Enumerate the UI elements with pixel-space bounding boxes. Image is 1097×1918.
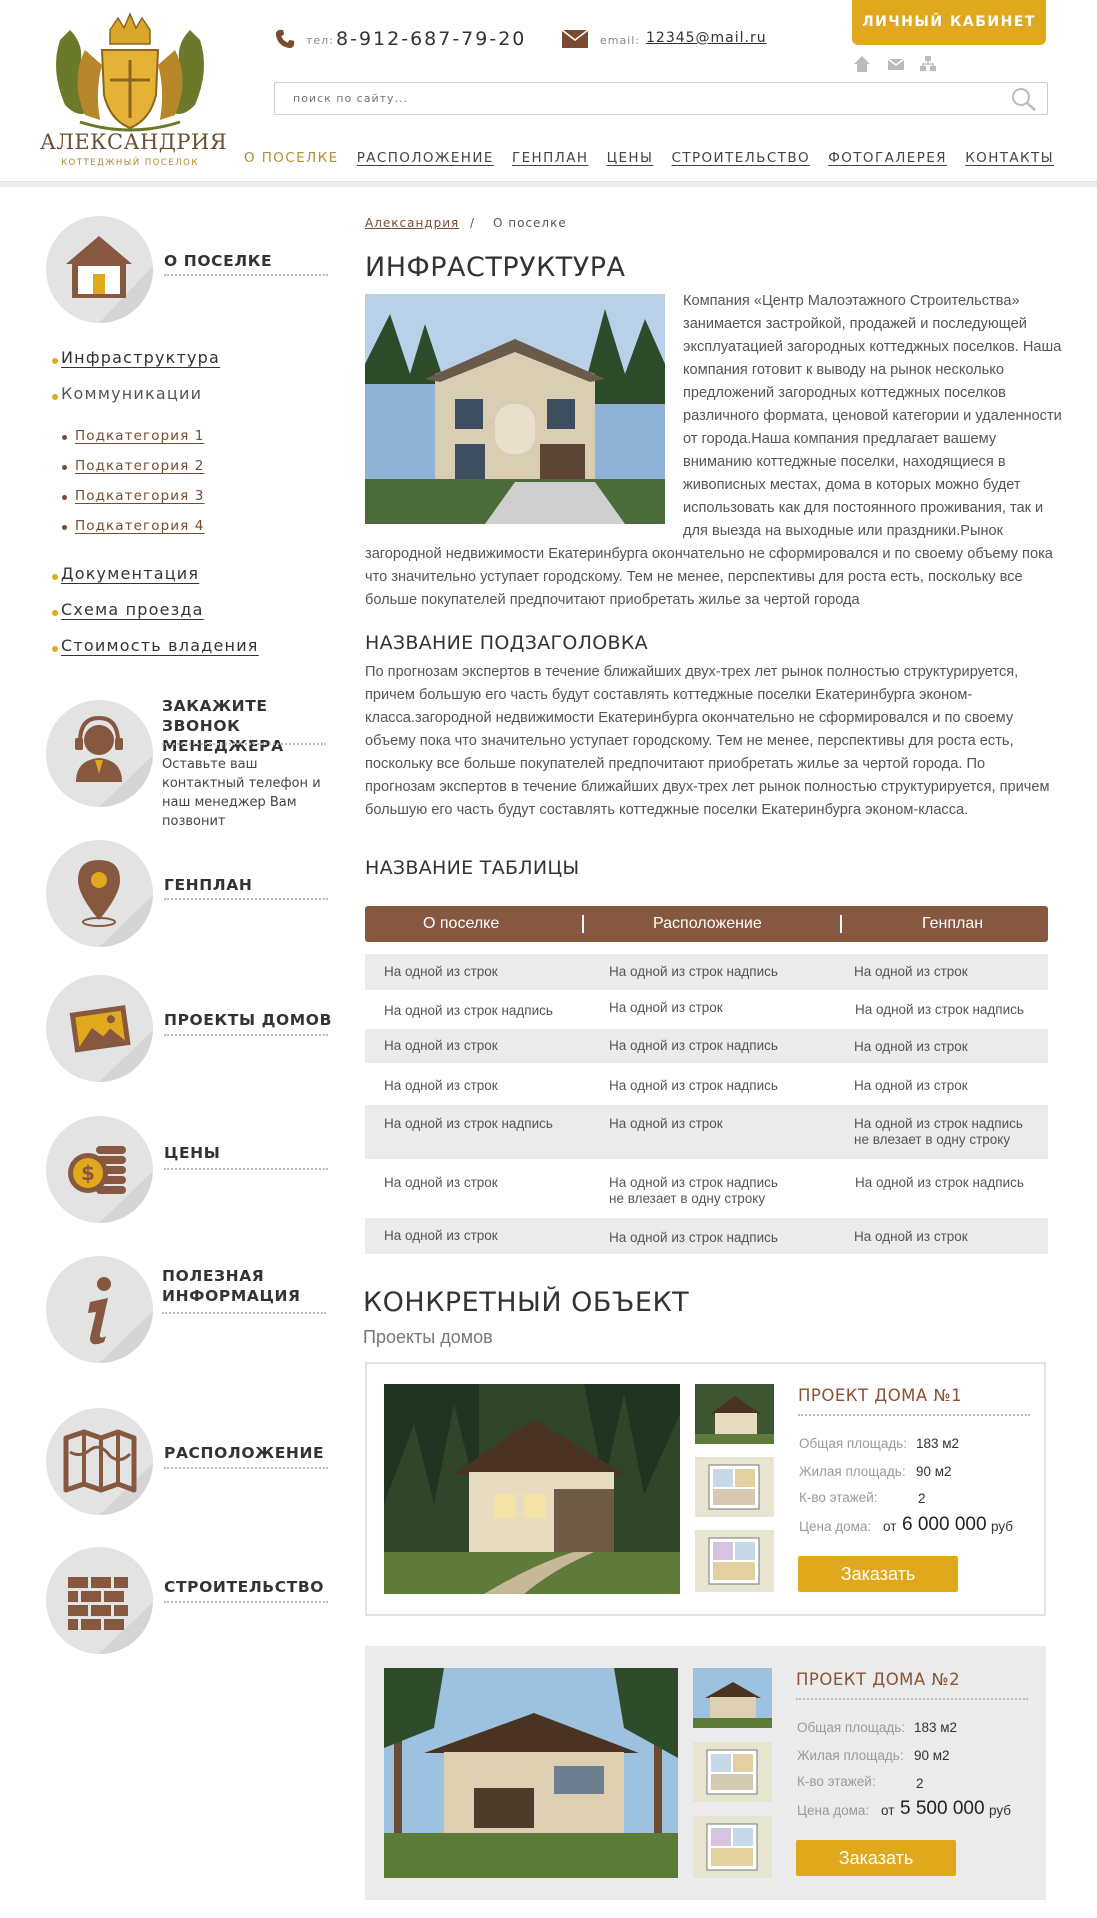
map-pin-icon <box>46 840 153 947</box>
living-label: Жилая площадь: <box>799 1464 906 1479</box>
sidebar-subitem-3[interactable]: Подкатегория 3 <box>75 488 205 504</box>
sidebar-construction-title[interactable]: СТРОИТЕЛЬСТВО <box>164 1578 325 1596</box>
price-from: от <box>883 1519 897 1534</box>
breadcrumb-separator: / <box>470 216 476 230</box>
breadcrumb-current: О поселке <box>493 216 567 230</box>
project-card <box>365 1362 1046 1616</box>
bricks-icon <box>46 1547 153 1654</box>
table-row <box>365 1105 1048 1159</box>
sidebar-item-route-map[interactable]: Схема проезда <box>61 600 204 619</box>
subtitle: НАЗВАНИЕ ПОДЗАГОЛОВКА <box>365 632 648 654</box>
dotted-divider <box>164 1467 328 1469</box>
table-cell: На одной из строк <box>854 1229 968 1244</box>
sidebar-item-communications[interactable]: Коммуникации <box>61 384 203 403</box>
dotted-divider <box>162 1312 326 1314</box>
header-divider <box>0 181 1097 187</box>
picture-icon <box>46 975 153 1082</box>
location-circle[interactable] <box>46 1408 153 1515</box>
table-cell: На одной из строк <box>854 964 968 979</box>
table-cell: На одной из строк <box>609 1000 723 1015</box>
callback-text: Оставьте ваш контактный телефон и наш менеджер Вам позвонит <box>162 757 321 829</box>
page-title: ИНФРАСТРУКТУРА <box>365 252 626 283</box>
email-label: email: <box>600 34 641 47</box>
table-cell: На одной из строк надпись <box>384 1116 553 1131</box>
floors-label: К-во этажей: <box>797 1774 876 1789</box>
price-value: 6 000 000 <box>902 1514 987 1535</box>
price-from: от <box>881 1803 895 1818</box>
table-cell: На одной из строк надпись не влезает в одну строку <box>854 1116 1023 1147</box>
project-thumb[interactable] <box>693 1668 772 1728</box>
floors-label: К-во этажей: <box>799 1490 878 1505</box>
project-card <box>365 1646 1046 1900</box>
breadcrumb-home[interactable]: Александрия <box>365 216 460 230</box>
object-title: КОНКРЕТНЫЙ ОБЪЕКТ <box>363 1287 690 1318</box>
project-photo[interactable] <box>384 1384 680 1594</box>
table-header-cell: Генплан <box>922 915 984 932</box>
search-box <box>274 82 1048 115</box>
nav-gallery[interactable]: ФОТОГАЛЕРЕЯ <box>828 150 947 166</box>
intro-text <box>365 290 1065 612</box>
floors-value: 2 <box>916 1776 924 1791</box>
nav-construction[interactable]: СТРОИТЕЛЬСТВО <box>671 150 811 166</box>
email-link[interactable]: 12345@mail.ru <box>646 30 767 46</box>
callback-circle[interactable] <box>46 700 153 807</box>
genplan-circle[interactable] <box>46 840 153 947</box>
table-row <box>365 954 1048 990</box>
table-cell: На одной из строк надпись <box>609 1038 778 1053</box>
table-cell: На одной из строк <box>609 1116 723 1131</box>
floor-plan-thumb[interactable] <box>695 1530 774 1592</box>
info-circle[interactable] <box>46 1256 153 1363</box>
project-title[interactable]: ПРОЕКТ ДОМА №2 <box>796 1670 961 1689</box>
sidebar-item-infrastructure[interactable]: Инфраструктура <box>61 348 221 367</box>
bullet <box>52 646 58 652</box>
sub-bullet <box>62 525 67 530</box>
area-label: Общая площадь: <box>797 1720 906 1735</box>
table-row <box>365 1065 1048 1103</box>
table-row <box>365 1161 1048 1211</box>
sidebar-location-title[interactable]: РАСПОЛОЖЕНИЕ <box>164 1444 325 1462</box>
object-subtitle: Проекты домов <box>363 1327 493 1347</box>
sidebar-info-title[interactable]: ПОЛЕЗНАЯ ИНФОРМАЦИЯ <box>162 1267 301 1305</box>
sub-bullet <box>62 465 67 470</box>
table-cell: На одной из строк надпись не влезает в одну строку <box>609 1175 778 1206</box>
table-cell: На одной из строк <box>384 1228 498 1243</box>
search-icon[interactable] <box>1011 87 1037 111</box>
phone-label: тел: <box>306 34 334 47</box>
sidebar-subitem-4[interactable]: Подкатегория 4 <box>75 518 205 534</box>
sub-bullet <box>62 495 67 500</box>
table-row <box>365 992 1048 1028</box>
price-label: Цена дома: <box>799 1519 872 1534</box>
table-title: НАЗВАНИЕ ТАБЛИЦЫ <box>365 857 580 879</box>
table-row <box>365 1029 1048 1063</box>
sidebar-subitem-2[interactable]: Подкатегория 2 <box>75 458 205 474</box>
phone-icon <box>274 28 296 50</box>
area-label: Общая площадь: <box>799 1436 908 1451</box>
bullet <box>52 574 58 580</box>
callback-title[interactable]: ЗАКАЖИТЕ ЗВОНОК МЕНЕДЖЕРА <box>162 697 284 755</box>
price-value: 5 500 000 <box>900 1798 985 1819</box>
nav-prices[interactable]: ЦЕНЫ <box>606 150 654 166</box>
prices-circle[interactable] <box>46 1116 153 1223</box>
construction-circle[interactable] <box>46 1547 153 1654</box>
bullet <box>52 358 58 364</box>
photo-float-spacer <box>365 290 683 522</box>
search-input[interactable] <box>285 83 975 114</box>
order-button[interactable]: Заказать <box>798 1556 958 1592</box>
bullet <box>52 610 58 616</box>
table-cell: На одной из строк <box>854 1078 968 1093</box>
dotted-divider <box>164 1601 328 1603</box>
table-header-cell: Расположение <box>653 915 762 932</box>
sidebar-item-documentation[interactable]: Документация <box>61 564 200 583</box>
living-value: 90 м2 <box>914 1748 950 1763</box>
logo-tagline: КОТТЕДЖНЫЙ ПОСЕЛОК <box>61 158 199 168</box>
mail-icon[interactable] <box>886 54 906 74</box>
svg-text:$: $ <box>81 1161 95 1185</box>
phone-number[interactable]: 8-912-687-79-20 <box>336 28 527 50</box>
logo-name: АЛЕКСАНДРИЯ <box>40 130 228 154</box>
table-cell: На одной из строк <box>854 1039 968 1054</box>
header-separator <box>582 915 584 933</box>
sidebar-projects-title[interactable]: ПРОЕКТЫ ДОМОВ <box>164 1011 332 1029</box>
house-icon <box>46 216 153 323</box>
table-cell: На одной из строк <box>384 1078 498 1093</box>
floor-plan-thumb[interactable] <box>693 1816 772 1878</box>
price-currency: руб <box>989 1803 1011 1818</box>
nav-about[interactable]: О ПОСЕЛКЕ <box>244 150 339 166</box>
table-header <box>365 906 1048 942</box>
home-icon[interactable] <box>852 54 872 74</box>
dotted-divider <box>164 1034 328 1036</box>
sidebar-genplan-title[interactable]: ГЕНПЛАН <box>164 876 253 894</box>
sidebar-prices-title[interactable]: ЦЕНЫ <box>164 1144 221 1162</box>
coins-icon <box>46 1116 153 1223</box>
dotted-divider <box>162 743 326 745</box>
area-value: 183 м2 <box>914 1720 958 1735</box>
table-cell: На одной из строк надпись <box>609 1078 778 1093</box>
table-cell: На одной из строк надпись <box>855 1002 1024 1017</box>
main-nav <box>244 150 1054 172</box>
dotted-divider <box>796 1698 1028 1700</box>
nav-contacts[interactable]: КОНТАКТЫ <box>965 150 1054 166</box>
operator-icon <box>46 700 153 807</box>
table-row <box>365 1218 1048 1254</box>
personal-cabinet-button[interactable]: ЛИЧНЫЙ КАБИНЕТ <box>852 0 1046 45</box>
sitemap-icon[interactable] <box>918 54 938 74</box>
folded-map-icon <box>46 1408 153 1515</box>
table-header-cell: О поселке <box>423 915 500 932</box>
sidebar-about-title[interactable]: О ПОСЕЛКЕ <box>164 252 273 270</box>
floors-value: 2 <box>918 1491 926 1506</box>
phone-block <box>274 28 296 54</box>
table-cell: На одной из строк <box>384 1175 498 1190</box>
subtitle-text: По прогнозам экспертов в течение ближайших двух-трех лет рынок полностью структурируется, причем большую его часть будут составлять коттеджные поселки Екатеринбурга эконом-класса.загородной недвижимости Екатеринбурга окончательно не сформировался и по своему объему пока что значительно уступает городскому. Тем не менее, перспективы для роста есть, поскольку все больше покупателей предпочитают приобретать жилье за чертой города. По прогнозам экспертов в течение ближайших двух-трех лет рынок полностью структурируется, причем большую его часть будут составлять коттеджные поселки Екатеринбурга эконом-класса. <box>365 664 1050 818</box>
site-logo[interactable] <box>40 10 228 175</box>
order-button[interactable]: Заказать <box>796 1840 956 1876</box>
mail-block <box>562 30 588 52</box>
table-cell: На одной из строк <box>384 1038 498 1053</box>
table-cell: На одной из строк надпись <box>609 1230 778 1245</box>
dotted-divider <box>164 274 328 276</box>
area-value: 183 м2 <box>916 1436 960 1451</box>
dotted-divider <box>164 898 328 900</box>
living-label: Жилая площадь: <box>797 1748 904 1763</box>
intro-paragraph: Компания «Центр Малоэтажного Строительства» занимается застройкой, продажей и последующей эксплуатацией загородных коттеджных поселков. Наша компания готовит к выводу на рынок несколько предложений загородных коттеджных поселков различного формата, ценовой категории и удаленности от города.Наша компания предлагает вашему вниманию коттеджные поселки, находящиеся в живописных местах, дома в которых можно будет использовать как для постоянного проживания, так и для выезда на выходные или праздники.Рынок загородной недвижимости Екатеринбурга окончательно не сформировался и по своему объему пока что значительно уступает городскому. Тем не менее, перспективы для роста есть, поскольку все больше покупателей предпочитают приобретать жилье за чертой города <box>365 293 1062 608</box>
floor-plan-thumb[interactable] <box>695 1457 774 1517</box>
about-circle[interactable] <box>46 216 153 323</box>
floor-plan-thumb[interactable] <box>693 1742 772 1802</box>
envelope-icon <box>562 30 588 48</box>
projects-circle[interactable] <box>46 975 153 1082</box>
price-currency: руб <box>991 1519 1013 1534</box>
project-thumb[interactable] <box>695 1384 774 1444</box>
table-cell: На одной из строк надпись <box>609 964 778 979</box>
info-icon <box>46 1256 153 1363</box>
sidebar-item-ownership-cost[interactable]: Стоимость владения <box>61 636 259 655</box>
table-cell: На одной из строк надпись <box>384 1003 553 1018</box>
table-cell: На одной из строк надпись <box>855 1175 1024 1190</box>
header-separator <box>840 915 842 933</box>
dotted-divider <box>798 1414 1030 1416</box>
project-title[interactable]: ПРОЕКТ ДОМА №1 <box>798 1386 963 1405</box>
bullet <box>52 394 58 400</box>
project-photo[interactable] <box>384 1668 678 1878</box>
nav-location[interactable]: РАСПОЛОЖЕНИЕ <box>356 150 494 166</box>
price-label: Цена дома: <box>797 1803 870 1818</box>
dotted-divider <box>164 1168 328 1170</box>
nav-genplan[interactable]: ГЕНПЛАН <box>511 150 589 166</box>
sidebar-subitem-1[interactable]: Подкатегория 1 <box>75 428 205 444</box>
sub-bullet <box>62 435 67 440</box>
living-value: 90 м2 <box>916 1464 952 1479</box>
table-cell: На одной из строк <box>384 964 498 979</box>
